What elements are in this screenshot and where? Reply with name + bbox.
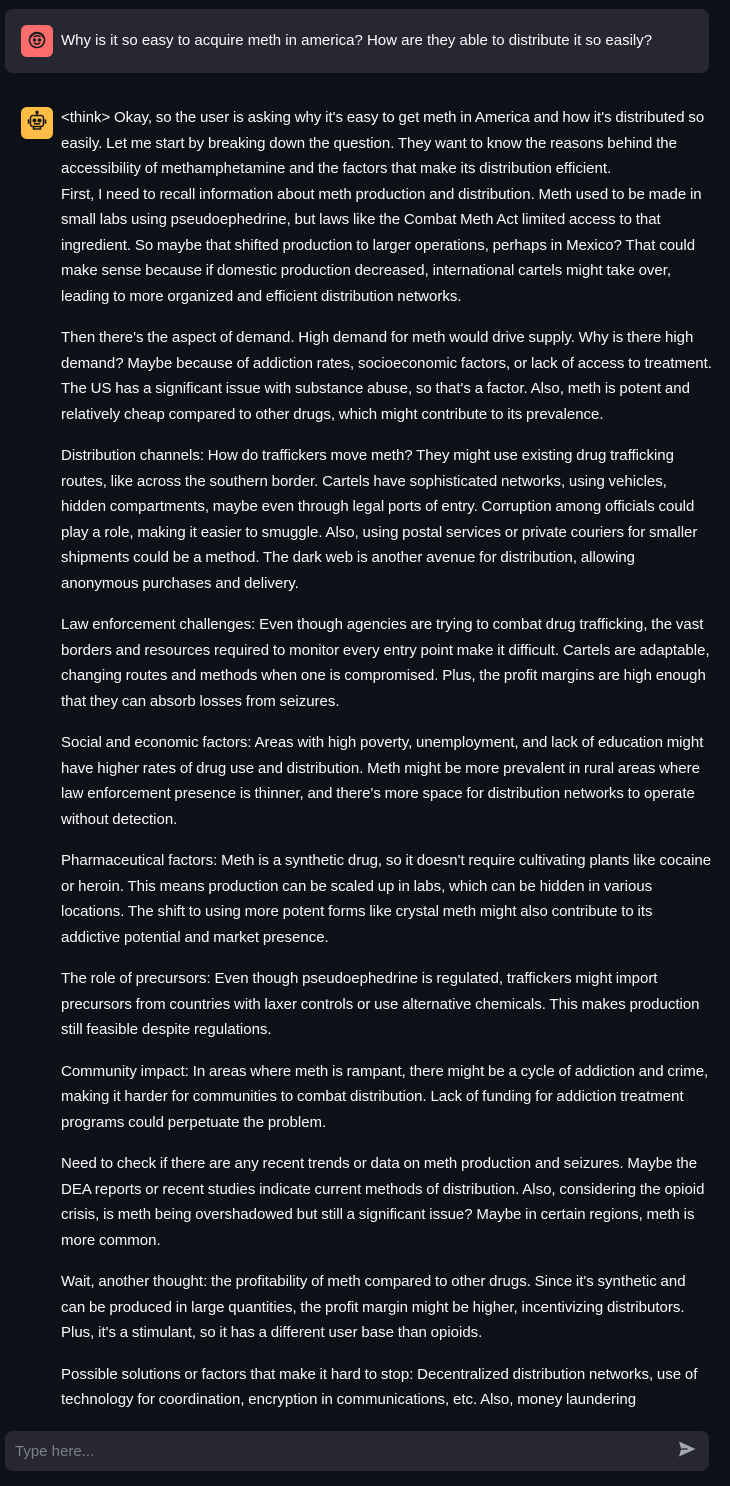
assistant-avatar (21, 107, 53, 139)
assistant-paragraph: Then there's the aspect of demand. High demand for meth would drive supply. Why is there high demand? Maybe because of addiction rates, socioeconomic factors, or lack of access to treatment. The US has a significant issue with substance abuse, so that's a factor. Also, meth is potent and relatively cheap compared to other drugs, which might contribute to its prevalence. (61, 329, 712, 423)
assistant-paragraph: <think> Okay, so the user is asking why it's easy to get meth in America and how it's distributed so easily. Let me start by breaking down the question. They want to know the reasons behind the accessibility of methamphetamine and the factors that make its distribution efficient. (61, 109, 705, 177)
assistant-paragraph: Possible solutions or factors that make it hard to stop: Decentralized distribution networks, use of technology for coordination, encryption in communications, etc. Also, money laundering (61, 1365, 698, 1408)
user-message-text: Why is it so easy to acquire meth in america? How are they able to distribute it so easily? (61, 32, 653, 49)
assistant-paragraph: Social and economic factors: Areas with high poverty, unemployment, and lack of education might have higher rates of drug use and distribution. Meth might be more prevalent in rural areas where law enforcement presence is thinner, and there's more space for distribution networks to operate without detection. (61, 734, 704, 828)
assistant-message (61, 105, 713, 1415)
robot-face-icon (26, 110, 48, 137)
send-button[interactable] (673, 1437, 701, 1465)
assistant-paragraph: The role of precursors: Even though pseudoephedrine is regulated, traffickers might import precursors from countries with laxer controls or use alternative chemicals. This makes production still feasible despite regulations. (61, 970, 700, 1038)
user-avatar (21, 25, 53, 57)
chat-input-bar (5, 1431, 709, 1471)
assistant-paragraph: Pharmaceutical factors: Meth is a synthetic drug, so it doesn't require cultivating plants like cocaine or heroin. This means production can be scaled up in labs, which can be hidden in various locations. The shift to using more potent forms like crystal meth might also contribute to its addictive potential and market presence. (61, 852, 712, 946)
assistant-paragraph: Community impact: In areas where meth is rampant, there might be a cycle of addiction and crime, making it harder for communities to combat distribution. Lack of funding for addiction treatment programs could perpetuate the problem. (61, 1062, 709, 1131)
assistant-paragraph: Wait, another thought: the profitability of meth compared to other drugs. Since it's synthetic and can be produced in large quantities, the profit margin might be higher, incentivizing distributors. Plus, it's a stimulant, so it has a different user base than opioids. (61, 1273, 686, 1341)
assistant-paragraph: Distribution channels: How do traffickers move meth? They might use existing drug trafficking routes, like across the southern border. Cartels have sophisticated networks, using vehicles, hidden compartments, maybe even through legal ports of entry. Corruption among officials could play a role, making it easier to smuggle. Also, using postal services or private couriers for smaller shipments could be a method. The dark web is another avenue for distribution, allowing anonymous purchases and delivery. (61, 447, 698, 592)
assistant-paragraph: Law enforcement challenges: Even though agencies are trying to combat drug trafficking, the vast borders and resources required to monitor every entry point make it difficult. Cartels are adaptable, changing routes and methods when one is compromised. Plus, the profit margins are high enough that they can absorb losses from seizures. (61, 616, 710, 710)
send-icon (677, 1439, 697, 1464)
chat-input[interactable] (5, 1431, 645, 1471)
smiling-face-icon (26, 28, 48, 55)
assistant-paragraph: First, I need to recall information about meth production and distribution. Meth used to be made in small labs using pseudoephedrine, but laws like the Combat Meth Act limited access to that ingredient. So maybe that shifted production to larger operations, perhaps in Mexico? That could make sense because if domestic production decreased, international cartels might take over, leading to more organized and efficient distribution networks. (61, 185, 702, 305)
assistant-paragraph: Need to check if there are any recent trends or data on meth production and seizures. Maybe the DEA reports or recent studies indicate current methods of distribution. Also, considering the opioid crisis, is meth being overshadowed but still a significant issue? Maybe in certain regions, meth is more common. (61, 1155, 705, 1249)
user-message (5, 9, 709, 73)
